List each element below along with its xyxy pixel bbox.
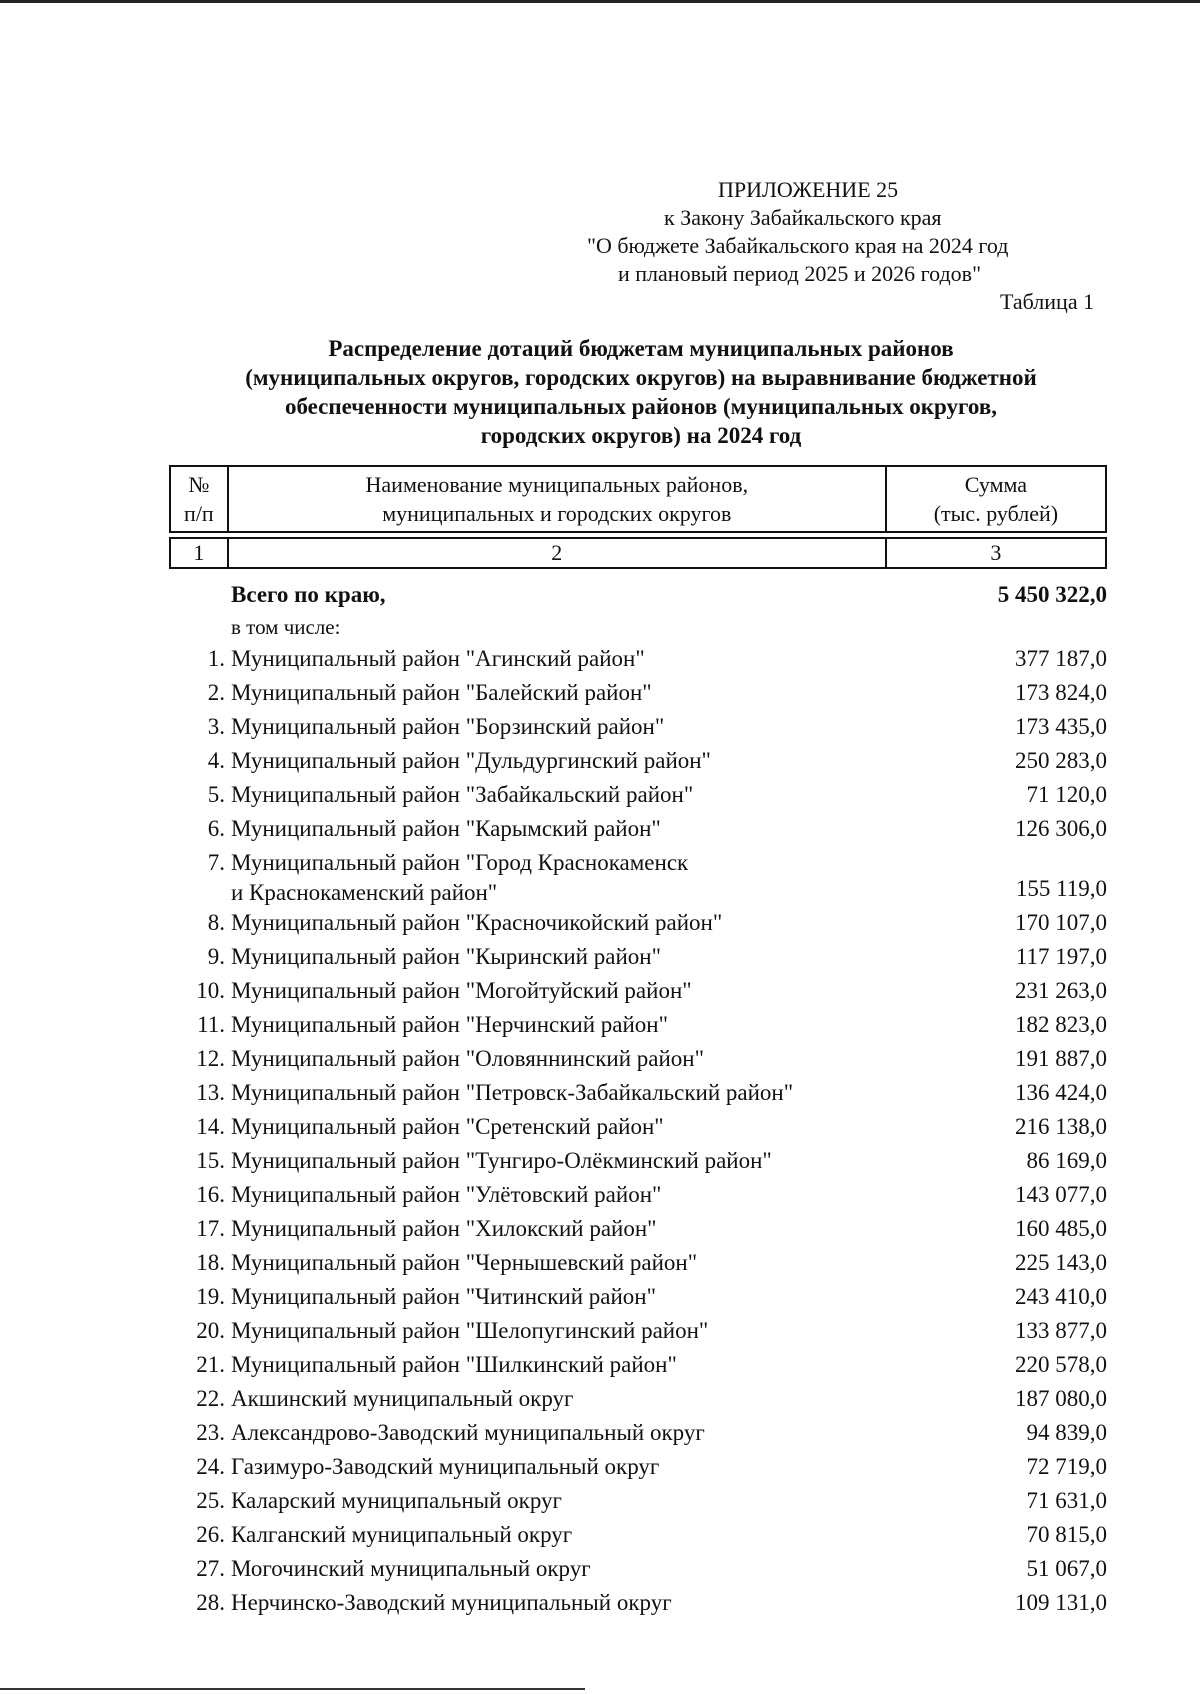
row-number: 1.: [207, 646, 225, 671]
header-name-line-1: Наименование муниципальных районов,: [365, 472, 749, 497]
table-row: [169, 1280, 1107, 1314]
row-number: 24.: [196, 1454, 225, 1479]
appendix-law-title-2: и плановый период 2025 и 2026 годов": [618, 261, 982, 286]
row-number: 5.: [207, 782, 225, 807]
row-name: Нерчинско-Заводский муниципальный округ: [231, 1590, 672, 1615]
row-name: [231, 848, 688, 908]
row-name: Муниципальный район "Забайкальский район": [231, 782, 694, 807]
row-name: Александрово-Заводский муниципальный округ: [231, 1420, 705, 1445]
row-number: 21.: [196, 1352, 225, 1377]
row-name: Муниципальный район "Петровск-Забайкальский район": [231, 1080, 794, 1105]
row-sum: 173 435,0: [1015, 714, 1107, 739]
row-name: Муниципальный район "Улётовский район": [231, 1182, 662, 1207]
appendix-law-ref: к Закону Забайкальского края: [664, 205, 942, 230]
row-name: Муниципальный район "Сретенский район": [231, 1114, 664, 1139]
row-number: 9.: [207, 944, 225, 969]
document-title: [160, 334, 1122, 450]
row-number: 17.: [196, 1216, 225, 1241]
column-number-2: 2: [228, 538, 886, 568]
row-name: Муниципальный район "Дульдургинский район": [231, 748, 711, 773]
row-sum: 225 143,0: [1015, 1250, 1107, 1275]
table-row: [169, 1076, 1107, 1110]
row-sum: 243 410,0: [1015, 1284, 1107, 1309]
row-name: Калганский муниципальный округ: [231, 1522, 573, 1547]
column-number-3: 3: [886, 538, 1106, 568]
row-name: Муниципальный район "Красночикойский район": [231, 910, 723, 935]
row-number: 8.: [207, 910, 225, 935]
table-row: [169, 1042, 1107, 1076]
total-row: [169, 578, 1107, 612]
table-row: [169, 940, 1107, 974]
total-sum: 5 450 322,0: [997, 582, 1107, 607]
row-number: 18.: [196, 1250, 225, 1275]
table-row: [169, 1484, 1107, 1518]
table-row: [169, 642, 1107, 676]
header-row: [170, 466, 1106, 532]
title-line-4: городских округов) на 2024 год: [480, 423, 802, 448]
row-sum: 117 197,0: [1015, 944, 1107, 969]
row-number: 27.: [196, 1556, 225, 1581]
row-name: Муниципальный район "Чернышевский район": [231, 1250, 698, 1275]
header-sum-line-2: (тыс. рублей): [933, 501, 1059, 526]
title-line-2: (муниципальных округов, городских округов) на выравнивание бюджетной: [245, 365, 1037, 390]
row-sum: 231 263,0: [1015, 978, 1107, 1003]
row-number: 28.: [196, 1590, 225, 1615]
row-sum: 216 138,0: [1015, 1114, 1107, 1139]
row-name-line-1: Муниципальный район "Город Краснокаменск: [231, 850, 689, 875]
row-name: Муниципальный район "Шилкинский район": [231, 1352, 677, 1377]
row-sum: 71 631,0: [1026, 1488, 1107, 1513]
row-sum: 143 077,0: [1015, 1182, 1107, 1207]
row-sum: 72 719,0: [1026, 1454, 1107, 1479]
row-name: Муниципальный район "Балейский район": [231, 680, 652, 705]
row-number: 12.: [196, 1046, 225, 1071]
table-row: [169, 1450, 1107, 1484]
column-number-row: [170, 538, 1106, 568]
row-name: Муниципальный район "Читинский район": [231, 1284, 656, 1309]
table-row: [169, 710, 1107, 744]
table-row: [169, 1110, 1107, 1144]
row-sum: 250 283,0: [1015, 748, 1107, 773]
row-sum: 191 887,0: [1015, 1046, 1107, 1071]
row-name-line-2: и Краснокаменский район": [231, 880, 498, 905]
table-row: [169, 1382, 1107, 1416]
header-sum: [886, 466, 1106, 532]
row-number: 20.: [196, 1318, 225, 1343]
table-row: [169, 676, 1107, 710]
row-number: 13.: [196, 1080, 225, 1105]
row-name: Муниципальный район "Тунгиро-Олёкминский район": [231, 1148, 772, 1173]
table-row: [169, 1348, 1107, 1382]
table-row: [169, 1518, 1107, 1552]
row-sum: 86 169,0: [1026, 1148, 1107, 1173]
column-number-1: 1: [170, 538, 228, 568]
row-number: 6.: [207, 816, 225, 841]
row-name: Муниципальный район "Хилокский район": [231, 1216, 657, 1241]
row-number: 2.: [207, 680, 225, 705]
row-number: 11.: [197, 1012, 225, 1037]
table-label: Таблица 1: [1000, 289, 1095, 314]
header-sum-line-1: Сумма: [964, 472, 1028, 497]
row-name: Муниципальный район "Агинский район": [231, 646, 645, 671]
table-header: [169, 465, 1107, 569]
row-name: Муниципальный район "Могойтуйский район": [231, 978, 692, 1003]
table-row: [169, 812, 1107, 846]
row-number: 10.: [196, 978, 225, 1003]
row-name: Акшинский муниципальный округ: [231, 1386, 574, 1411]
row-number: 25.: [196, 1488, 225, 1513]
table-row: [169, 1008, 1107, 1042]
title-line-1: Распределение дотаций бюджетам муниципальных районов: [328, 336, 954, 361]
row-number: 15.: [196, 1148, 225, 1173]
row-number: 19.: [196, 1284, 225, 1309]
row-sum: 126 306,0: [1015, 816, 1107, 841]
including-label: в том числе:: [231, 615, 341, 639]
table-row: [169, 1212, 1107, 1246]
row-number: 22.: [196, 1386, 225, 1411]
row-name: Газимуро-Заводский муниципальный округ: [231, 1454, 660, 1479]
scan-edge-bottom: [0, 1688, 585, 1690]
row-sum: 170 107,0: [1015, 910, 1107, 935]
table-row: [169, 1178, 1107, 1212]
row-name: Муниципальный район "Борзинский район": [231, 714, 665, 739]
row-number: 7.: [207, 850, 225, 875]
row-number: 4.: [207, 748, 225, 773]
row-sum: 155 119,0: [1015, 876, 1107, 901]
table-row: [169, 1552, 1107, 1586]
row-name: Муниципальный район "Карымский район": [231, 816, 661, 841]
header-name: [228, 466, 886, 532]
row-name: Могочинский муниципальный округ: [231, 1556, 591, 1581]
row-name: Муниципальный район "Кыринский район": [231, 944, 661, 969]
table-row: [169, 1144, 1107, 1178]
table-row: [169, 1586, 1107, 1620]
row-sum: 133 877,0: [1015, 1318, 1107, 1343]
row-number: 3.: [207, 714, 225, 739]
header-num-line-1: №: [188, 472, 210, 497]
table-row: [169, 744, 1107, 778]
title-line-3: обеспеченности муниципальных районов (муниципальных округов,: [284, 394, 998, 419]
row-sum: 51 067,0: [1026, 1556, 1107, 1581]
table-row: [169, 906, 1107, 940]
scan-edge-top: [0, 0, 1200, 3]
table-row: [169, 846, 1107, 906]
table-row: [169, 1416, 1107, 1450]
appendix-law-title-1: "О бюджете Забайкальского края на 2024 год: [587, 233, 1009, 258]
row-sum: 220 578,0: [1015, 1352, 1107, 1377]
header-name-line-2: муниципальных и городских округов: [382, 501, 732, 526]
row-sum: 71 120,0: [1026, 782, 1107, 807]
including-row: [169, 612, 1107, 642]
row-sum: 109 131,0: [1015, 1590, 1107, 1615]
appendix-number: ПРИЛОЖЕНИЕ 25: [718, 177, 899, 202]
header-num-line-2: п/п: [184, 501, 214, 526]
row-sum: 70 815,0: [1026, 1522, 1107, 1547]
table-row: [169, 974, 1107, 1008]
row-name: Муниципальный район "Нерчинский район": [231, 1012, 668, 1037]
row-number: 14.: [196, 1114, 225, 1139]
table-body: [169, 578, 1107, 1620]
row-name: Каларский муниципальный округ: [231, 1488, 562, 1513]
row-number: 26.: [196, 1522, 225, 1547]
table-row: [169, 1314, 1107, 1348]
row-sum: 94 839,0: [1026, 1420, 1107, 1445]
row-sum: 136 424,0: [1015, 1080, 1107, 1105]
row-name: Муниципальный район "Оловяннинский район": [231, 1046, 705, 1071]
row-name: Муниципальный район "Шелопугинский район": [231, 1318, 709, 1343]
total-label: Всего по краю,: [231, 582, 386, 607]
row-sum: 173 824,0: [1015, 680, 1107, 705]
table-row: [169, 778, 1107, 812]
row-sum: 377 187,0: [1015, 646, 1107, 671]
row-number: 16.: [196, 1182, 225, 1207]
row-sum: 182 823,0: [1015, 1012, 1107, 1037]
table-row: [169, 1246, 1107, 1280]
row-sum: 187 080,0: [1015, 1386, 1107, 1411]
row-sum: 160 485,0: [1015, 1216, 1107, 1241]
row-number: 23.: [196, 1420, 225, 1445]
header-num: [170, 466, 228, 532]
